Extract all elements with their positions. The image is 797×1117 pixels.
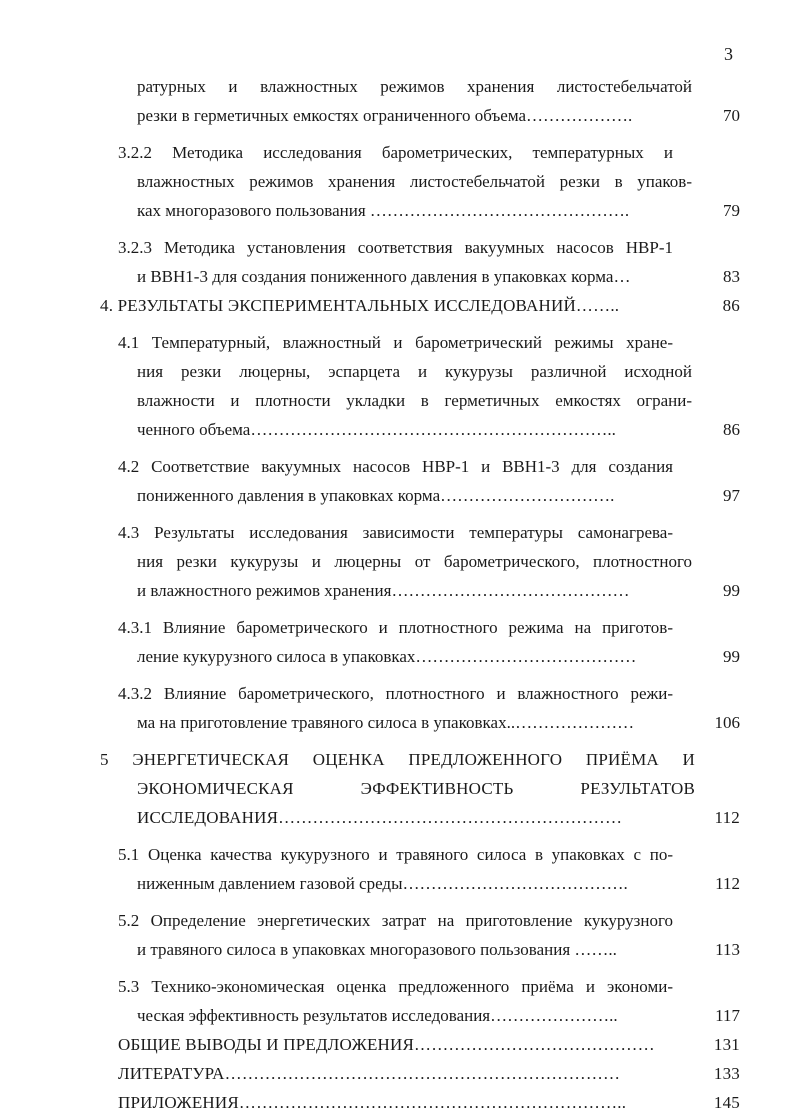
toc-entry <box>100 679 745 737</box>
toc-page-number: 145 <box>713 1093 740 1112</box>
toc-page-number: 99 <box>723 647 740 666</box>
toc-line <box>100 1088 740 1117</box>
toc-entry <box>100 745 745 832</box>
toc-entry <box>100 452 745 510</box>
toc-page-number: 133 <box>713 1064 740 1083</box>
toc-line-text: резки в герметичных емкостях ограниченного объема………………. <box>137 106 633 125</box>
toc-line <box>100 167 692 196</box>
toc-page-number: 97 <box>723 486 740 505</box>
toc-line <box>100 386 692 415</box>
toc-line <box>100 233 673 262</box>
toc-line <box>100 547 692 576</box>
toc-line <box>100 906 673 935</box>
page-number: 3 <box>724 44 733 64</box>
toc-line-text: влажностных режимов хранения листостебельчатой резки в упаков- <box>137 172 692 191</box>
toc-line-text: влажности и плотности укладки в герметичных емкостях ограни- <box>137 391 692 410</box>
toc-line-text: ченного объема……………………………………………………….. <box>137 420 616 439</box>
toc-line-text: ниженным давлением газовой среды…………………………………. <box>137 874 628 893</box>
toc-entry <box>100 328 745 444</box>
toc-page-number: 86 <box>723 420 740 439</box>
toc-line <box>100 803 740 832</box>
toc-page-number: 117 <box>715 1006 740 1025</box>
toc-line <box>100 196 740 225</box>
toc-line-text: 4.3.1 Влияние барометрического и плотностного режима на приготов- <box>118 618 673 637</box>
toc-line-text: 4. РЕЗУЛЬТАТЫ ЭКСПЕРИМЕНТАЛЬНЫХ ИССЛЕДОВАНИЙ…….. <box>100 296 620 315</box>
toc-line-text: ния резки кукурузы и люцерны от барометрического, плотностного <box>137 552 692 571</box>
toc-line-text: ЭКОНОМИЧЕСКАЯ ЭФФЕКТИВНОСТЬ РЕЗУЛЬТАТОВ <box>137 779 695 798</box>
toc-page-number: 70 <box>723 106 740 125</box>
toc-page-number: 112 <box>715 874 740 893</box>
toc-line <box>100 1030 740 1059</box>
toc-entry <box>100 72 745 130</box>
toc-page-number: 113 <box>715 940 740 959</box>
toc-entry <box>100 613 745 671</box>
toc-line <box>100 840 673 869</box>
toc-line <box>100 481 740 510</box>
toc-line-text: ках многоразового пользования ………………………………………. <box>137 201 630 220</box>
toc-line <box>100 518 673 547</box>
toc-line-text: ЛИТЕРАТУРА…………………………………………………………… <box>118 1064 621 1083</box>
toc-line <box>100 745 695 774</box>
toc-line-text: 5 ЭНЕРГЕТИЧЕСКАЯ ОЦЕНКА ПРЕДЛОЖЕННОГО ПРИЁМА И <box>100 750 695 769</box>
toc-line <box>100 452 673 481</box>
toc-line-text: ОБЩИЕ ВЫВОДЫ И ПРЕДЛОЖЕНИЯ…………………………………… <box>118 1035 655 1054</box>
toc-line <box>100 415 740 444</box>
toc-line <box>100 328 673 357</box>
toc-line <box>100 576 740 605</box>
toc-line <box>100 972 673 1001</box>
toc-line-text: 5.1 Оценка качества кукурузного и травяного силоса в упаковках с по- <box>118 845 673 864</box>
toc-page-number: 79 <box>723 201 740 220</box>
toc-line-text: 3.2.2 Методика исследования барометрических, температурных и <box>118 143 673 162</box>
toc-line <box>100 138 673 167</box>
toc-page-number: 131 <box>713 1035 740 1054</box>
toc-line-text: 4.1 Температурный, влажностный и барометрический режимы хране- <box>118 333 673 352</box>
toc-line-text: 4.2 Соответствие вакуумных насосов НВР-1 и ВВН1-3 для создания <box>118 457 673 476</box>
toc-line-text: ИССЛЕДОВАНИЯ…………………………………………………… <box>137 808 623 827</box>
toc-line <box>100 774 695 803</box>
toc-line <box>100 613 673 642</box>
toc-entry <box>100 1030 745 1059</box>
toc-line <box>100 291 740 320</box>
toc-page-number: 83 <box>723 267 740 286</box>
toc-line-text: 5.2 Определение энергетических затрат на приготовление кукурузного <box>118 911 673 930</box>
toc-page-number: 99 <box>723 581 740 600</box>
toc-line-text: и ВВН1-3 для создания пониженного давления в упаковках корма… <box>137 267 631 286</box>
toc-entry <box>100 906 745 964</box>
toc-line-text: ма на приготовление травяного силоса в упаковках..………………… <box>137 713 635 732</box>
toc-line <box>100 708 740 737</box>
toc-line <box>100 357 692 386</box>
toc-line <box>100 869 740 898</box>
toc-line <box>100 935 740 964</box>
toc-entry <box>100 291 745 320</box>
toc-page-number: 106 <box>714 713 740 732</box>
toc-entry <box>100 518 745 605</box>
toc-page-number: 86 <box>722 296 740 315</box>
toc-line-text: ПРИЛОЖЕНИЯ………………………………………………………….. <box>118 1093 627 1112</box>
toc-line-text: ратурных и влажностных режимов хранения листостебельчатой <box>137 77 692 96</box>
toc-line-text: 4.3 Результаты исследования зависимости температуры самонагрева- <box>118 523 673 542</box>
table-of-contents <box>100 72 745 1117</box>
toc-line <box>100 1059 740 1088</box>
toc-entry <box>100 972 745 1030</box>
toc-entry <box>100 1088 745 1117</box>
toc-line-text: и влажностного режимов хранения…………………………………… <box>137 581 630 600</box>
toc-line-text: ческая эффективность результатов исследования………………….. <box>137 1006 618 1025</box>
toc-line-text: 4.3.2 Влияние барометрического, плотностного и влажностного режи- <box>118 684 673 703</box>
toc-line-text: и травяного силоса в упаковках многоразового пользования …….. <box>137 940 617 959</box>
toc-line <box>100 679 673 708</box>
toc-line <box>100 1001 740 1030</box>
toc-entry <box>100 1059 745 1088</box>
toc-line-text: ление кукурузного силоса в упаковках………………………………… <box>137 647 637 666</box>
toc-line-text: ния резки люцерны, эспарцета и кукурузы различной исходной <box>137 362 692 381</box>
toc-line-text: пониженного давления в упаковках корма…………………………. <box>137 486 615 505</box>
toc-page-number: 112 <box>714 808 740 827</box>
toc-entry <box>100 233 745 291</box>
toc-line <box>100 101 740 130</box>
toc-line <box>100 262 740 291</box>
toc-line-text: 3.2.3 Методика установления соответствия вакуумных насосов НВР-1 <box>118 238 673 257</box>
toc-line <box>100 642 740 671</box>
toc-line <box>100 72 692 101</box>
toc-entry <box>100 840 745 898</box>
toc-entry <box>100 138 745 225</box>
toc-line-text: 5.3 Технико-экономическая оценка предложенного приёма и экономи- <box>118 977 673 996</box>
